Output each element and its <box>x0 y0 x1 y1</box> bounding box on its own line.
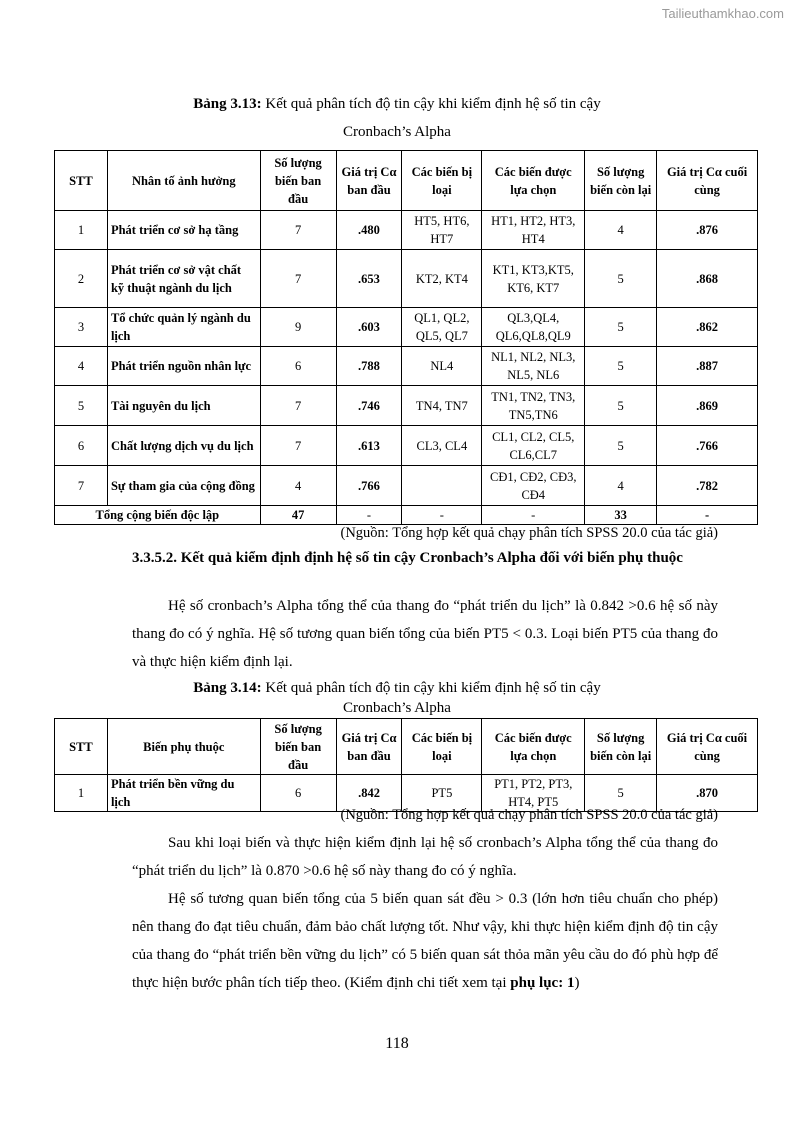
remaining-cell: 5 <box>585 775 657 812</box>
removed-cell: PT5 <box>402 775 482 812</box>
table1-caption-label: Bảng 3.13: <box>193 96 262 112</box>
table1-header: STT <box>55 151 108 211</box>
initial-count-cell: 6 <box>260 347 336 386</box>
alpha-initial-cell: .766 <box>336 466 402 506</box>
stt-cell: 1 <box>55 211 108 250</box>
paragraph-2: Sau khi loại biến và thực hiện kiểm định lại hệ số cronbach’s Alpha tổng thể của thang đo “phát triển du lịch” là 0.870 >0.6 hệ số này thang đo có ý nghĩa. <box>132 835 718 879</box>
table1-header: Giá trị Cα cuối cùng <box>657 151 758 211</box>
table2-header: Số lượng biến ban đầu <box>260 719 336 775</box>
selected-cell: NL1, NL2, NL3, NL5, NL6 <box>482 347 585 386</box>
removed-cell: KT2, KT4 <box>402 250 482 308</box>
total-alpha-final-cell: - <box>657 506 758 525</box>
removed-cell: HT5, HT6, HT7 <box>402 211 482 250</box>
initial-count-cell: 4 <box>260 466 336 506</box>
table1-header: Nhân tố ảnh hưởng <box>107 151 260 211</box>
table2-caption-label: Bảng 3.14: <box>193 680 262 696</box>
alpha-final-cell: .870 <box>657 775 758 812</box>
factor-name-cell: Phát triển cơ sở vật chất kỹ thuật ngành du lịch <box>107 250 260 308</box>
table1-source: (Nguồn: Tổng hợp kết quả chạy phân tích SPSS 20.0 của tác giả) <box>340 525 718 541</box>
removed-cell: TN4, TN7 <box>402 386 482 426</box>
total-label-cell: Tổng cộng biến độc lập <box>55 506 261 525</box>
initial-count-cell: 7 <box>260 426 336 466</box>
table2-header: Giá trị Cα ban đầu <box>336 719 402 775</box>
paragraph-3-end: ) <box>574 975 580 991</box>
initial-count-cell: 7 <box>260 211 336 250</box>
selected-cell: KT1, KT3,KT5, KT6, KT7 <box>482 250 585 308</box>
removed-cell <box>402 466 482 506</box>
table2-source: (Nguồn: Tổng hợp kết quả chạy phân tích SPSS 20.0 của tác giả) <box>340 807 718 823</box>
table-row <box>55 347 758 386</box>
selected-cell: CĐ1, CĐ2, CĐ3, CĐ4 <box>482 466 585 506</box>
alpha-initial-cell: .788 <box>336 347 402 386</box>
alpha-initial-cell: .603 <box>336 308 402 347</box>
alpha-final-cell: .782 <box>657 466 758 506</box>
table2-header: Biến phụ thuộc <box>107 719 260 775</box>
section-heading: 3.3.5.2. Kết quả kiểm định định hệ số tin cậy Cronbach’s Alpha đối với biến phụ thuộc <box>132 550 683 566</box>
table2-header-row <box>55 719 758 775</box>
factor-name-cell: Phát triển nguồn nhân lực <box>107 347 260 386</box>
paragraph-3-text: Hệ số tương quan biến tổng của 5 biến quan sát đều > 0.3 (lớn hơn tiêu chuẩn cho phép) nên thang đo đạt tiêu chuẩn, đảm bảo chất lượng tốt. Như vậy, khi thực hiện kiểm định độ tin cậy của thang đo “phát triển bền vững du lịch” có 5 biến quan sát thỏa mãn yêu cầu do đó phù hợp để thực hiện bước phân tích tiếp theo. (Kiểm định chi tiết xem tại <box>132 891 718 991</box>
stt-cell: 4 <box>55 347 108 386</box>
initial-count-cell: 7 <box>260 386 336 426</box>
alpha-initial-cell: .480 <box>336 211 402 250</box>
table1-header: Số lượng biến ban đầu <box>260 151 336 211</box>
stt-cell: 3 <box>55 308 108 347</box>
alpha-initial-cell: .746 <box>336 386 402 426</box>
table2-header: Giá trị Cα cuối cùng <box>657 719 758 775</box>
table2-header: Số lượng biến còn lại <box>585 719 657 775</box>
factor-name-cell: Chất lượng dịch vụ du lịch <box>107 426 260 466</box>
removed-cell: CL3, CL4 <box>402 426 482 466</box>
watermark: Tailieuthamkhao.com <box>661 6 784 21</box>
total-remaining-cell: 33 <box>585 506 657 525</box>
appendix-reference: phụ lục: 1 <box>510 975 575 991</box>
table2-caption-line2: Cronbach’s Alpha <box>343 700 451 716</box>
table1 <box>54 150 758 525</box>
alpha-final-cell: .766 <box>657 426 758 466</box>
selected-cell: PT1, PT2, PT3, HT4, PT5 <box>482 775 585 812</box>
table1-header: Các biến được lựa chọn <box>482 151 585 211</box>
removed-cell: QL1, QL2, QL5, QL7 <box>402 308 482 347</box>
alpha-final-cell: .868 <box>657 250 758 308</box>
dependent-variable-cell: Phát triển bền vững du lịch <box>107 775 260 812</box>
initial-count-cell: 9 <box>260 308 336 347</box>
alpha-initial-cell: .613 <box>336 426 402 466</box>
selected-cell: TN1, TN2, TN3, TN5,TN6 <box>482 386 585 426</box>
initial-count-cell: 6 <box>260 775 336 812</box>
table2-header: STT <box>55 719 108 775</box>
paragraph-3 <box>132 885 718 997</box>
table2-caption-text: Kết quả phân tích độ tin cậy khi kiểm định hệ số tin cậy <box>261 680 601 696</box>
total-initial-cell: 47 <box>260 506 336 525</box>
paragraph-1: Hệ số cronbach’s Alpha tổng thể của thang đo “phát triển du lịch” là 0.842 >0.6 hệ số này thang đo có ý nghĩa. Hệ số tương quan biến tổng của biến PT5 < 0.3. Loại biến PT5 của thang đo và thực hiện kiểm định lại. <box>132 598 718 670</box>
stt-cell: 6 <box>55 426 108 466</box>
table-row <box>55 775 758 812</box>
alpha-initial-cell: .842 <box>336 775 402 812</box>
table1-caption-line2: Cronbach’s Alpha <box>343 124 451 140</box>
table-row <box>55 386 758 426</box>
remaining-cell: 4 <box>585 466 657 506</box>
remaining-cell: 5 <box>585 250 657 308</box>
stt-cell: 5 <box>55 386 108 426</box>
table1-caption-text: Kết quả phân tích độ tin cậy khi kiểm định hệ số tin cậy <box>261 96 601 112</box>
table-row <box>55 426 758 466</box>
page-number: 118 <box>385 1035 409 1052</box>
table1-header: Số lượng biến còn lại <box>585 151 657 211</box>
alpha-final-cell: .862 <box>657 308 758 347</box>
table1-header: Giá trị Cα ban đầu <box>336 151 402 211</box>
total-alpha-initial-cell: - <box>336 506 402 525</box>
total-removed-cell: - <box>402 506 482 525</box>
remaining-cell: 5 <box>585 347 657 386</box>
selected-cell: QL3,QL4, QL6,QL8,QL9 <box>482 308 585 347</box>
table2-header: Các biến được lựa chọn <box>482 719 585 775</box>
table-row <box>55 308 758 347</box>
stt-cell: 2 <box>55 250 108 308</box>
alpha-final-cell: .876 <box>657 211 758 250</box>
table-row <box>55 466 758 506</box>
alpha-initial-cell: .653 <box>336 250 402 308</box>
stt-cell: 7 <box>55 466 108 506</box>
table1-total-row <box>55 506 758 525</box>
table2-caption <box>0 680 794 697</box>
initial-count-cell: 7 <box>260 250 336 308</box>
table1-header-row <box>55 151 758 211</box>
factor-name-cell: Tổ chức quản lý ngành du lịch <box>107 308 260 347</box>
remaining-cell: 5 <box>585 308 657 347</box>
table2-header: Các biến bị loại <box>402 719 482 775</box>
table2 <box>54 718 758 812</box>
remaining-cell: 4 <box>585 211 657 250</box>
selected-cell: HT1, HT2, HT3, HT4 <box>482 211 585 250</box>
selected-cell: CL1, CL2, CL5, CL6,CL7 <box>482 426 585 466</box>
factor-name-cell: Tài nguyên du lịch <box>107 386 260 426</box>
total-selected-cell: - <box>482 506 585 525</box>
remaining-cell: 5 <box>585 386 657 426</box>
stt-cell: 1 <box>55 775 108 812</box>
alpha-final-cell: .887 <box>657 347 758 386</box>
remaining-cell: 5 <box>585 426 657 466</box>
table1-caption <box>0 96 794 113</box>
factor-name-cell: Sự tham gia của cộng đồng <box>107 466 260 506</box>
removed-cell: NL4 <box>402 347 482 386</box>
alpha-final-cell: .869 <box>657 386 758 426</box>
table-row <box>55 250 758 308</box>
factor-name-cell: Phát triển cơ sở hạ tầng <box>107 211 260 250</box>
table1-header: Các biến bị loại <box>402 151 482 211</box>
table-row <box>55 211 758 250</box>
